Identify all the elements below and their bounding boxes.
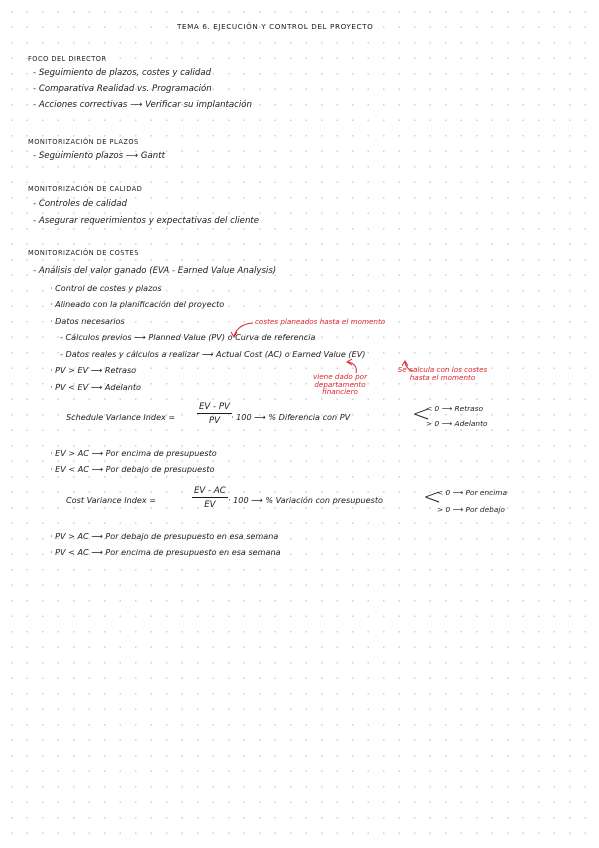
annotation-earned: Se calcula con los costes hasta el momento — [397, 365, 488, 382]
costes-bullet: · Control de costes y plazos — [50, 283, 162, 293]
cost-bullet: · EV < AC ⟶ Por debajo de presupuesto — [50, 464, 215, 474]
svi-label: Schedule Variance Index = — [66, 412, 176, 422]
cost-bullet: · EV > AC ⟶ Por encima de presupuesto — [50, 448, 217, 458]
section-heading-plazos: MONITORIZACIÓN DE PLAZOS — [28, 138, 139, 146]
cvi-option: > 0 ⟶ Por debajo — [437, 505, 505, 514]
svi-numerator: EV - PV — [199, 402, 230, 412]
svi-option: < 0 ⟶ Retraso — [426, 404, 484, 413]
cvi-label: Cost Variance Index = — [66, 495, 156, 505]
plazos-item: - Seguimiento plazos ⟶ Gantt — [33, 151, 165, 161]
cvi-option: < 0 ⟶ Por encima — [437, 488, 507, 497]
calidad-item: - Controles de calidad — [33, 199, 127, 209]
svi-fraction — [197, 402, 232, 426]
cvi-tail: · 100 ⟶ % Variación con presupuesto — [228, 495, 383, 505]
datos-item: - Cálculos previos ⟶ Planned Value (PV) o Curva de referencia — [60, 332, 316, 342]
cvi-denominator: EV — [204, 500, 216, 510]
cvi-brace: < — [423, 485, 442, 510]
foco-item: - Seguimiento de plazos, costes y calidad — [33, 68, 212, 78]
schedule-bullet: · PV < EV ⟶ Adelanto — [50, 382, 142, 392]
cvi-fraction — [192, 486, 228, 510]
section-heading-costes: MONITORIZACIÓN DE COSTES — [28, 249, 139, 257]
calidad-item: - Asegurar requerimientos y expectativas del cliente — [33, 216, 260, 226]
annotation-planned: costes planeados hasta el momento — [255, 317, 386, 326]
svi-denominator: PV — [208, 416, 220, 426]
foco-item: - Comparativa Realidad vs. Programación — [33, 84, 212, 94]
svi-brace: < — [412, 402, 431, 427]
evm-line: - Análisis del valor ganado (EVA - Earned Value Analysis) — [33, 266, 277, 276]
annotation-actual: viene dado por departamento financiero — [312, 372, 368, 397]
svi-tail: · 100 ⟶ % Diferencia con PV — [231, 412, 351, 422]
datos-item: - Datos reales y cálculos a realizar ⟶ Actual Cost (AC) o Earned Value (EV) — [60, 349, 366, 359]
week-bullet: · PV > AC ⟶ Por debajo de presupuesto en esa semana — [50, 531, 279, 541]
schedule-bullet: · PV > EV ⟶ Retraso — [50, 365, 137, 375]
page-title: TEMA 6. EJECUCIÓN Y CONTROL DEL PROYECTO — [177, 22, 374, 31]
costes-bullet: · Alineado con la planificación del proyecto — [50, 299, 225, 309]
cvi-numerator: EV - AC — [194, 486, 226, 496]
section-heading-foco: FOCO DEL DIRECTOR — [28, 55, 107, 63]
svi-option: > 0 ⟶ Adelanto — [426, 419, 488, 428]
costes-bullet: · Datos necesarios — [50, 316, 125, 326]
week-bullet: · PV < AC ⟶ Por encima de presupuesto en esa semana — [50, 547, 281, 557]
section-heading-calidad: MONITORIZACIÓN DE CALIDAD — [28, 185, 143, 193]
foco-item: - Acciones correctivas ⟶ Verificar su implantación — [33, 100, 252, 110]
